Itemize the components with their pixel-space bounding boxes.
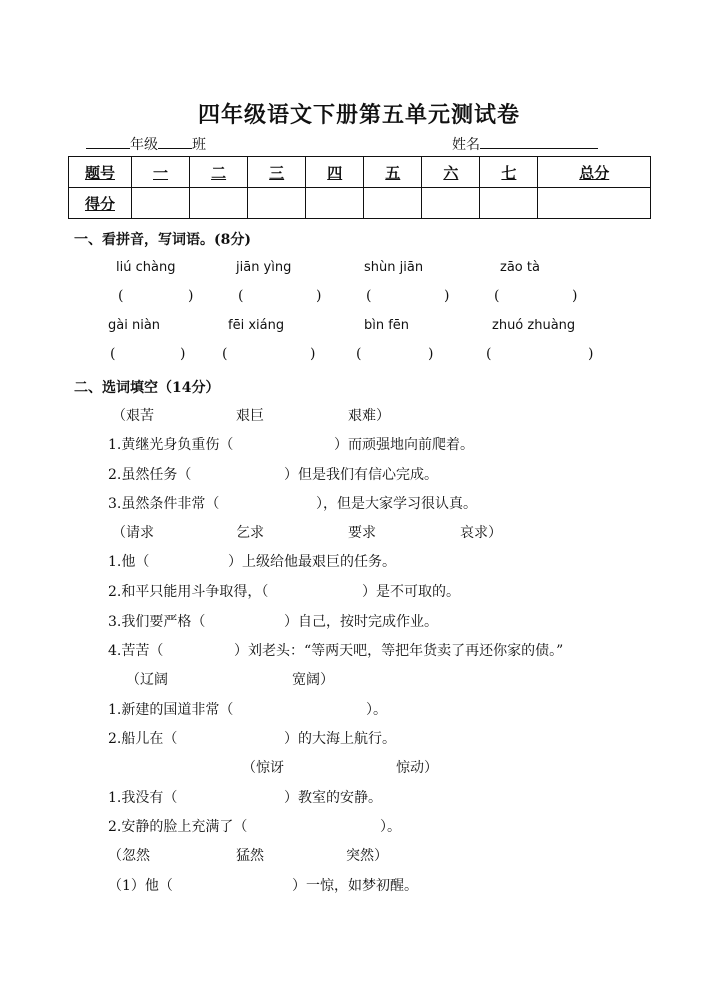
word-option: （请求 — [112, 525, 154, 541]
answer-paren-open: ( — [118, 288, 124, 304]
answer-paren-close: ) — [188, 288, 194, 304]
question-text: （1）他（ — [108, 878, 173, 894]
score-table — [68, 156, 651, 219]
score-cell[interactable] — [190, 188, 248, 219]
pinyin-item: liú chàng — [116, 260, 176, 275]
answer-paren-open: ( — [222, 346, 228, 362]
question-text: ）。 — [366, 702, 387, 718]
word-option: （惊讶 — [242, 760, 284, 776]
score-cell[interactable] — [422, 188, 480, 219]
name-blank[interactable] — [480, 134, 598, 149]
question-text: 2.船儿在（ — [108, 731, 178, 747]
score-col-label: 题号 — [69, 157, 132, 188]
question-text: ）是不可取的。 — [362, 584, 460, 600]
score-cell[interactable] — [248, 188, 306, 219]
grade-label: 年级 — [130, 137, 158, 153]
grade-blank[interactable] — [86, 134, 130, 149]
section1-heading: 一、看拼音，写词语。(8分) — [74, 232, 251, 248]
score-col-2: 二 — [190, 157, 248, 188]
score-col-3: 三 — [248, 157, 306, 188]
answer-paren-open: ( — [494, 288, 500, 304]
word-option: 要求 — [348, 525, 376, 541]
question-text: ）的大海上航行。 — [284, 731, 396, 747]
score-col-7: 七 — [480, 157, 538, 188]
answer-paren-close: ) — [444, 288, 450, 304]
answer-paren-open: ( — [356, 346, 362, 362]
word-option: （辽阔 — [126, 672, 168, 688]
score-cell[interactable] — [132, 188, 190, 219]
score-table-header-row — [69, 157, 651, 188]
word-option: 乞求 — [236, 525, 264, 541]
pinyin-item: zhuó zhuàng — [492, 318, 576, 333]
answer-paren-close: ) — [180, 346, 186, 362]
pinyin-item: zāo tà — [500, 260, 540, 275]
word-option: （忽然 — [108, 848, 150, 864]
score-col-5: 五 — [364, 157, 422, 188]
score-col-6: 六 — [422, 157, 480, 188]
question-text: ）上级给他最艰巨的任务。 — [228, 554, 396, 570]
question-text: ）自己，按时完成作业。 — [284, 614, 438, 630]
answer-paren-close: ) — [316, 288, 322, 304]
question-text: 3.我们要严格（ — [108, 614, 206, 630]
question-text: 2.安静的脸上充满了（ — [108, 819, 248, 835]
question-text: 1.他（ — [108, 554, 150, 570]
score-col-total: 总分 — [538, 157, 651, 188]
question-text: 1.新建的国道非常（ — [108, 702, 234, 718]
answer-paren-open: ( — [366, 288, 372, 304]
question-text: 4.苦苦（ — [108, 643, 164, 659]
word-option: 惊动） — [396, 760, 438, 776]
word-option: 宽阔） — [292, 672, 334, 688]
answer-paren-close: ) — [572, 288, 578, 304]
question-text: 3.虽然条件非常（ — [108, 496, 220, 512]
class-label: 班 — [192, 137, 206, 153]
answer-paren-close: ) — [588, 346, 594, 362]
score-col-1: 一 — [132, 157, 190, 188]
score-col-4: 四 — [306, 157, 364, 188]
word-option: 突然） — [346, 848, 388, 864]
word-option: 艰难） — [348, 408, 390, 424]
pinyin-item: bìn fēn — [364, 318, 410, 333]
page-title: 四年级语文下册第五单元测试卷 — [197, 102, 520, 128]
answer-paren-close: ) — [310, 346, 316, 362]
answer-paren-open: ( — [110, 346, 116, 362]
name-line — [452, 134, 598, 154]
question-text: 1.黄继光身负重伤（ — [108, 437, 234, 453]
grade-class-line — [86, 134, 206, 154]
question-text: ）刘老头：“等两天吧，等把年货卖了再还你家的债。” — [234, 643, 564, 659]
question-text: ）教室的安静。 — [284, 790, 382, 806]
score-row-label: 得分 — [69, 188, 132, 219]
question-text: ）但是我们有信心完成。 — [284, 467, 438, 483]
question-text: ）。 — [380, 819, 401, 835]
pinyin-item: gài niàn — [108, 318, 161, 333]
question-text: ），但是大家学习很认真。 — [316, 496, 477, 512]
section2-heading: 二、选词填空（14分） — [74, 380, 220, 396]
name-label: 姓名 — [452, 137, 480, 153]
word-option: （艰苦 — [112, 408, 154, 424]
score-table-score-row — [69, 188, 651, 219]
question-text: 1.我没有（ — [108, 790, 178, 806]
score-cell[interactable] — [538, 188, 651, 219]
score-cell[interactable] — [480, 188, 538, 219]
class-blank[interactable] — [158, 134, 192, 149]
pinyin-item: fēi xiáng — [228, 318, 285, 333]
question-text: ）而顽强地向前爬着。 — [334, 437, 474, 453]
answer-paren-close: ) — [428, 346, 434, 362]
answer-paren-open: ( — [486, 346, 492, 362]
question-text: 2.虽然任务（ — [108, 467, 192, 483]
pinyin-item: jiān yìng — [236, 260, 292, 275]
answer-paren-open: ( — [238, 288, 244, 304]
word-option: 哀求） — [460, 525, 502, 541]
score-cell[interactable] — [306, 188, 364, 219]
word-option: 猛然 — [236, 848, 264, 864]
question-text: ）一惊，如梦初醒。 — [292, 878, 418, 894]
pinyin-item: shùn jiān — [364, 260, 424, 275]
word-option: 艰巨 — [236, 408, 264, 424]
question-text: 2.和平只能用斗争取得，（ — [108, 584, 269, 600]
score-cell[interactable] — [364, 188, 422, 219]
